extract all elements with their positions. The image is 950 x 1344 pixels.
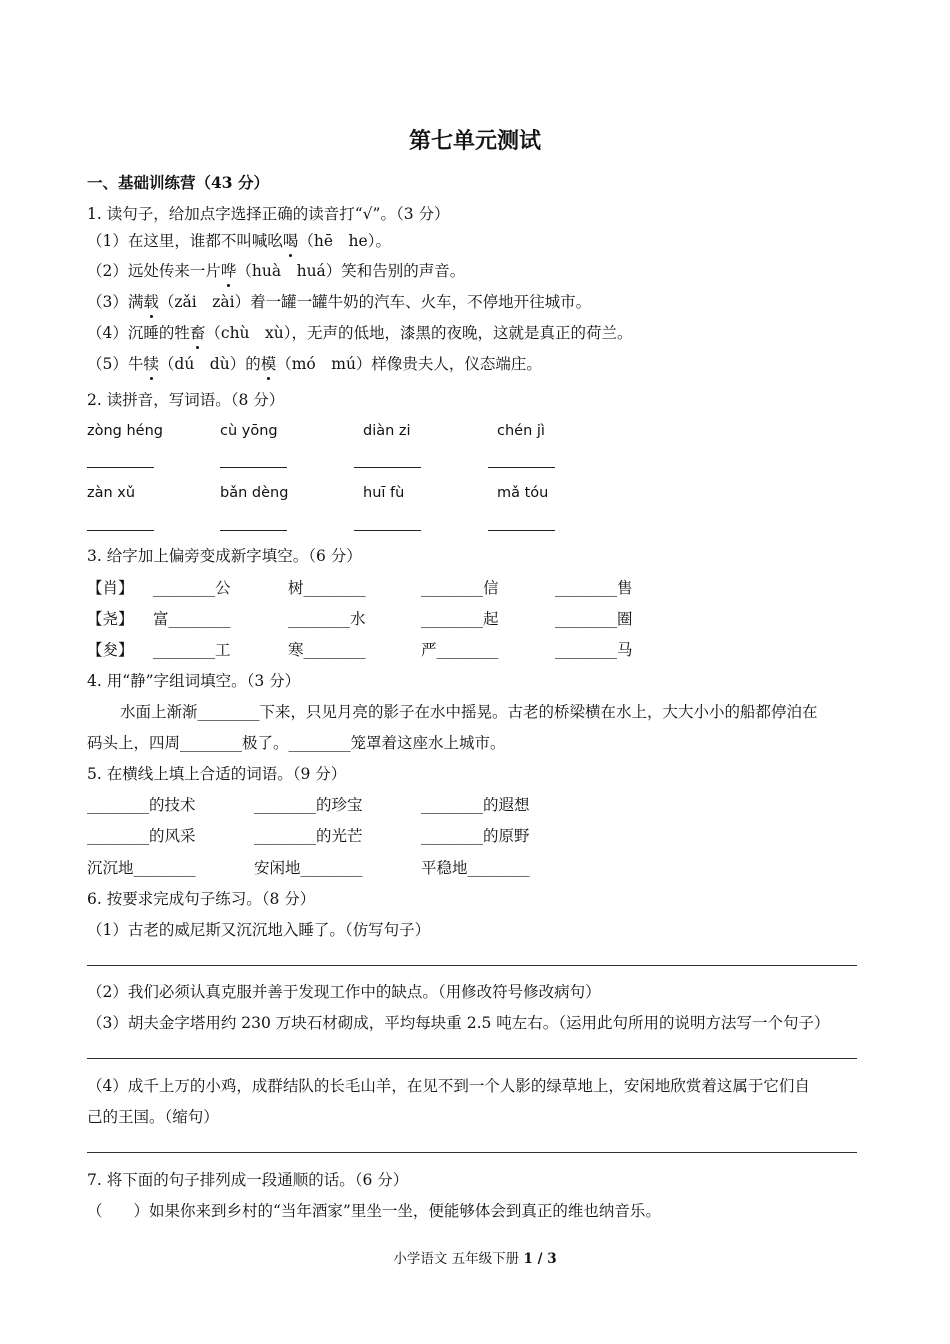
answer-blank[interactable] — [87, 467, 154, 468]
fill-cell[interactable]: ________信 — [421, 579, 499, 597]
answer-blank[interactable] — [220, 467, 287, 468]
pinyin-item: mǎ tóu — [497, 485, 549, 501]
q1-item-4: （4）沉睡的牲畜（chù xù），无声的低地，漆黑的夜晚，这就是真正的荷兰。 — [87, 321, 633, 343]
radical-label: 【肖】 — [87, 579, 134, 597]
fill-cell[interactable]: ________的原野 — [421, 827, 530, 845]
section-heading-basic: 一、基础训练营（43 分） — [87, 173, 269, 192]
pinyin-item: chén jì — [497, 423, 545, 439]
answer-blank[interactable] — [354, 467, 421, 468]
fill-cell[interactable]: ________的遐想 — [421, 796, 530, 814]
radical-label: 【夋】 — [87, 641, 134, 659]
fill-cell[interactable]: ________公 — [153, 579, 231, 597]
answer-blank[interactable] — [87, 530, 154, 531]
q2-stem: 2. 读拼音，写词语。（8 分） — [87, 391, 285, 409]
fill-cell[interactable]: 安闲地________ — [254, 859, 363, 877]
answer-line[interactable] — [87, 1152, 857, 1153]
page-footer: 小学语文 五年级下册 1 / 3 — [393, 1251, 557, 1267]
q4-passage-line-1: 水面上渐渐________下来，只见月亮的影子在水中摇晃。古老的桥梁横在水上，大大小小的船都停泊在 — [120, 703, 818, 721]
pinyin-item: zòng héng — [87, 423, 163, 439]
pinyin-item: bǎn dèng — [220, 485, 289, 501]
q5-stem: 5. 在横线上填上合适的词语。（9 分） — [87, 765, 347, 783]
fill-cell[interactable]: ________的风采 — [87, 827, 196, 845]
q6-sentence-2: （2）我们必须认真克服并善于发现工作中的缺点。（用修改符号修改病句） — [87, 983, 601, 1001]
fill-cell[interactable]: 沉沉地________ — [87, 859, 196, 877]
fill-cell[interactable]: ________的光芒 — [254, 827, 363, 845]
answer-blank[interactable] — [354, 530, 421, 531]
pinyin-item: cù yōng — [220, 423, 278, 439]
q1-stem: 1. 读句子，给加点字选择正确的读音打“√”。（3 分） — [87, 205, 450, 223]
q1-item-3: （3）满载（zǎi zài）着一罐一罐牛奶的汽车、火车，不停地开往城市。 — [87, 290, 591, 312]
answer-line[interactable] — [87, 1058, 857, 1059]
page-title: 第七单元测试 — [408, 128, 541, 154]
fill-cell[interactable]: 平稳地________ — [421, 859, 530, 877]
answer-line[interactable] — [87, 965, 857, 966]
fill-cell[interactable]: ________的技术 — [87, 796, 196, 814]
q3-stem: 3. 给字加上偏旁变成新字填空。（6 分） — [87, 547, 362, 565]
pinyin-item: zàn xǔ — [87, 485, 136, 501]
radical-label: 【尧】 — [87, 610, 134, 628]
q1-item-5: （5）牛犊（dú dù）的模（mó mú）样像贵夫人，仪态端庄。 — [87, 352, 542, 374]
fill-cell[interactable]: ________马 — [555, 641, 633, 659]
q1-item-2: （2）远处传来一片哗（huà huá）笑和告别的声音。 — [87, 259, 465, 281]
fill-cell[interactable]: 树________ — [288, 579, 366, 597]
q7-sentence-1: （ ）如果你来到乡村的“当年酒家”里坐一坐，便能够体会到真正的维也纳音乐。 — [87, 1202, 661, 1220]
answer-blank[interactable] — [220, 530, 287, 531]
answer-blank[interactable] — [488, 530, 555, 531]
answer-blank[interactable] — [488, 467, 555, 468]
fill-cell[interactable]: 富________ — [153, 610, 231, 628]
fill-cell[interactable]: ________起 — [421, 610, 499, 628]
pinyin-item: huī fù — [363, 485, 405, 501]
fill-cell[interactable]: ________水 — [288, 610, 366, 628]
q6-sentence-1: （1）古老的威尼斯又沉沉地入睡了。（仿写句子） — [87, 921, 431, 939]
fill-cell[interactable]: ________圈 — [555, 610, 633, 628]
page-number: 1 / 3 — [523, 1251, 557, 1267]
fill-cell[interactable]: ________工 — [153, 641, 231, 659]
q4-stem: 4. 用“静”字组词填空。（3 分） — [87, 672, 301, 690]
fill-cell[interactable]: 寒________ — [288, 641, 366, 659]
q6-stem: 6. 按要求完成句子练习。（8 分） — [87, 890, 316, 908]
q1-item-1: （1）在这里，谁都不叫喊吆喝（hē he）。 — [87, 229, 391, 251]
q6-sentence-4-line-2: 己的王国。（缩句） — [87, 1108, 219, 1126]
q6-sentence-4-line-1: （4）成千上万的小鸡，成群结队的长毛山羊，在见不到一个人影的绿草地上，安闲地欣赏着这属于它们自 — [87, 1077, 810, 1095]
q4-passage-line-2: 码头上，四周________极了。________笼罩着这座水上城市。 — [87, 734, 506, 752]
q7-stem: 7. 将下面的句子排列成一段通顺的话。（6 分） — [87, 1171, 409, 1189]
fill-cell[interactable]: ________的珍宝 — [254, 796, 363, 814]
q6-sentence-3: （3）胡夫金字塔用约 230 万块石材砌成，平均每块重 2.5 吨左右。（运用此句所用的说明方法写一个句子） — [87, 1014, 830, 1032]
fill-cell[interactable]: ________售 — [555, 579, 633, 597]
pinyin-item: diàn zi — [363, 423, 411, 439]
fill-cell[interactable]: 严________ — [421, 641, 499, 659]
